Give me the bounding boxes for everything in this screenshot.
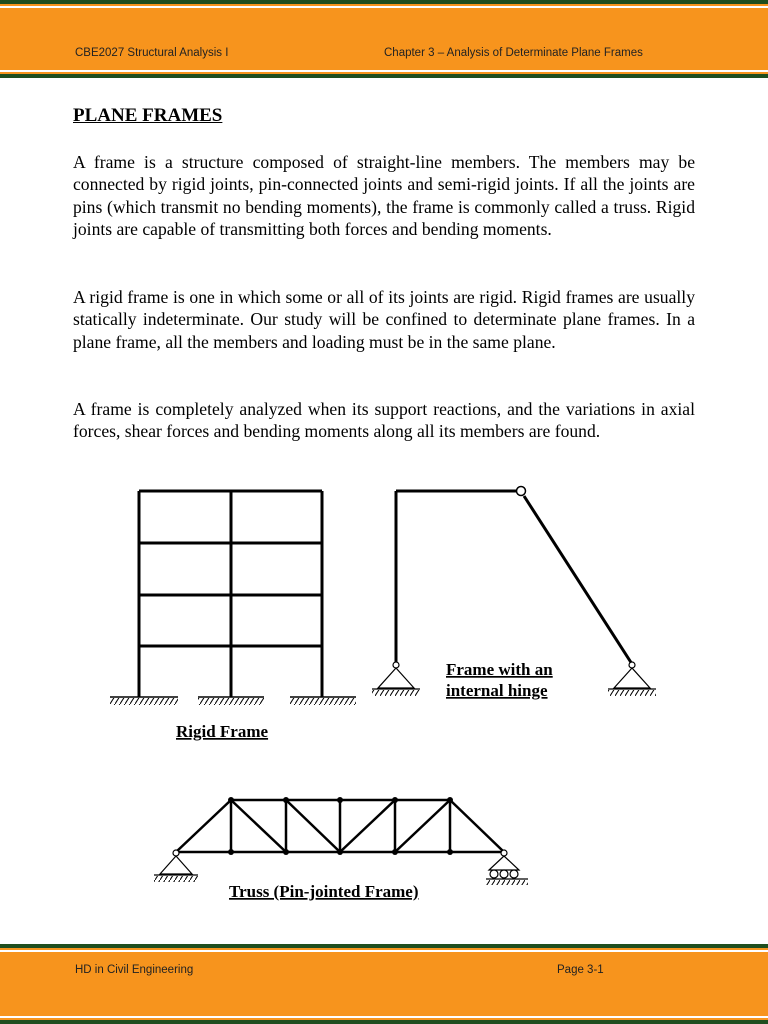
hinge-frame-left-hatch: [372, 690, 420, 696]
rigid-frame-supports: [110, 697, 356, 705]
footer-band: [0, 944, 768, 1024]
hinge-frame-caption-line1: Frame with an: [446, 660, 553, 679]
hinge-frame-caption-line2: internal hinge: [446, 681, 548, 700]
footer-program: HD in Civil Engineering: [75, 964, 194, 976]
paragraph-1-text: A frame is a structure composed of straight-line members. The members may be connected by rigid joints, pin-connected joints and semi-rigid joints. If all the joints are pins (which transmit no bending moments), the frame is commonly called a truss. Rigid joints are capable of transmitting both forces and bending moments.: [73, 152, 695, 240]
truss-right-roller-support: [486, 850, 528, 879]
footer-page-number: Page 3-1: [557, 964, 604, 976]
truss-diagram: [176, 800, 504, 852]
paragraph-3-text: A frame is completely analyzed when its support reactions, and the variations in axial forces, shear forces and bending moments along all its members are found.: [73, 399, 695, 442]
truss-left-pin-support: [154, 850, 198, 875]
truss-left-hatch: [154, 876, 198, 882]
header-course: CBE2027 Structural Analysis I: [75, 47, 229, 59]
hinge-frame-diagram: [372, 487, 656, 690]
rigid-frame-caption: Rigid Frame: [176, 722, 269, 741]
page-title: PLANE FRAMES: [73, 105, 223, 126]
header-chapter: Chapter 3 – Analysis of Determinate Plane Frames: [384, 47, 643, 59]
rigid-frame-diagram: [139, 491, 322, 697]
truss-right-hatch: [486, 880, 528, 885]
paragraph-2-text: A rigid frame is one in which some or all of its joints are rigid. Rigid frames are usually statically indeterminate. Our study will be confined to determinate plane frames. In a plane frame, all the members and loading must be in the same plane.: [73, 287, 695, 352]
truss-caption: Truss (Pin-jointed Frame): [229, 882, 419, 901]
hinge-frame-right-hatch: [608, 690, 656, 696]
